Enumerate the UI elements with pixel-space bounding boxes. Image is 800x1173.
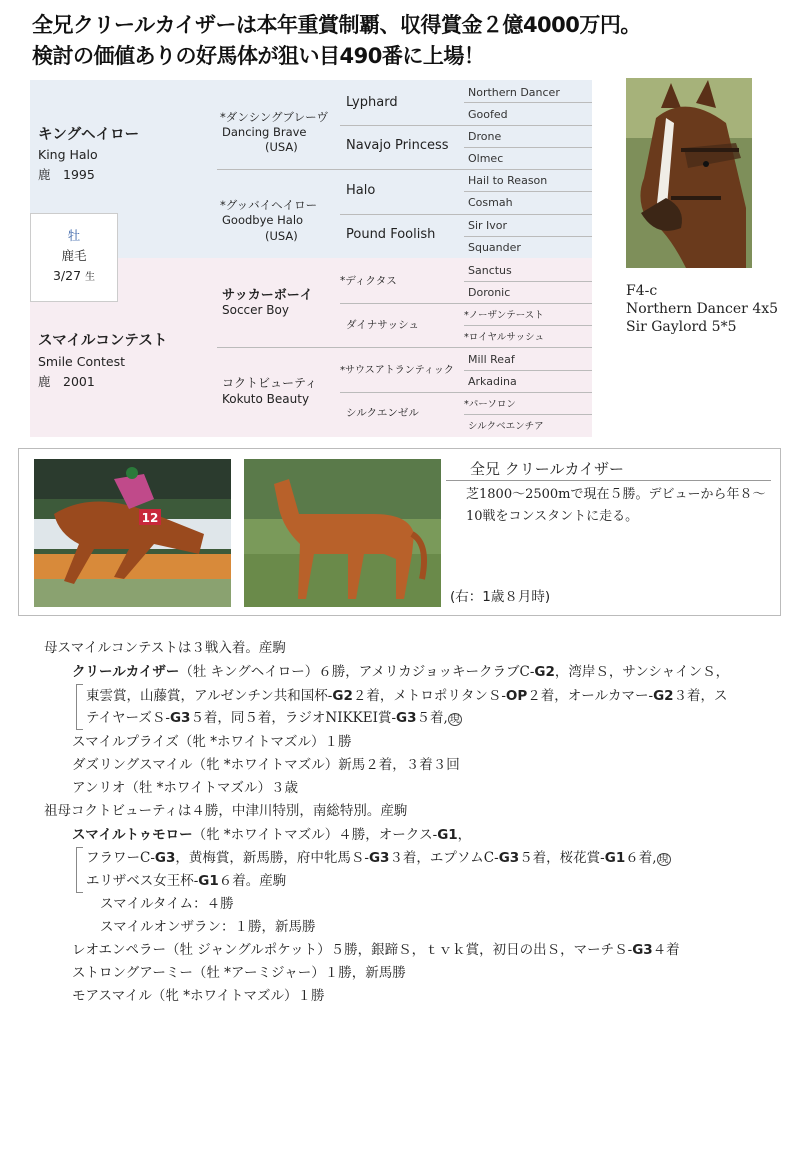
sibling-photo-note: (右：1歳８月時) bbox=[450, 589, 551, 605]
record-line-1: 母スマイルコンテストは３戦入着。産駒 bbox=[44, 640, 286, 656]
record-line-2: クリールカイザー（牡 キングヘイロー）６勝，アメリカジョッキークラブC-G2，湾岸Ｓ，サンシャインＳ， bbox=[72, 664, 730, 680]
sire-name-jp: キングヘイロー bbox=[38, 127, 140, 143]
sd-name-jp: *グッバイヘイロー bbox=[220, 198, 318, 212]
record-bracket-2 bbox=[76, 847, 83, 893]
g4-9: Sanctus bbox=[468, 264, 512, 277]
g4-8: Squander bbox=[468, 241, 521, 254]
record-line-14: レオエンペラー（牡 ジャングルポケット）５勝，銀蹄Ｓ，ｔｖｋ賞，初日の出Ｓ，マーチＳ-G3４着 bbox=[72, 942, 680, 958]
record-line-9: スマイルトゥモロー（牝 *ホワイトマズル）４勝，オークス-G1， bbox=[72, 827, 472, 843]
foal-cap-line-2: Northern Dancer 4x5 bbox=[626, 301, 779, 317]
g4-10: Doronic bbox=[468, 286, 511, 299]
dam-name-jp: スマイルコンテスト bbox=[38, 333, 168, 349]
foal-cap-line-1: F4-c bbox=[626, 283, 658, 299]
g4-3: Drone bbox=[468, 130, 502, 143]
foal-photo-caption bbox=[626, 282, 778, 336]
g3-5: *ディクタス bbox=[340, 275, 397, 287]
g4-2: Goofed bbox=[468, 108, 508, 121]
record-line-8: 祖母コクトビューティは４勝，中津川特別，南総特別。産駒 bbox=[44, 803, 408, 819]
sire-name-en: King Halo bbox=[38, 147, 98, 162]
g3-1: Lyphard bbox=[346, 95, 398, 110]
sibling-title-rule bbox=[446, 480, 771, 481]
g4-12: *ロイヤルサッシュ bbox=[464, 332, 544, 343]
g4-7: Sir Ivor bbox=[468, 219, 508, 232]
race-bib-number: 12 bbox=[141, 511, 159, 525]
g3-2: Navajo Princess bbox=[346, 138, 449, 153]
foal-head-photo bbox=[626, 78, 752, 268]
conformation-photo bbox=[244, 459, 441, 607]
record-line-11: エリザベス女王杯-G1６着。産駒 bbox=[86, 873, 287, 889]
record-line-7: アンリオ（牡 *ホワイトマズル）３歳 bbox=[72, 780, 298, 796]
g3-8: シルクエンゼル bbox=[346, 407, 419, 419]
record-line-5: スマイルプライズ（牝 *ホワイトマズル）１勝 bbox=[72, 734, 352, 750]
record-line-15: ストロングアーミー（牡 *アーミジャー）１勝，新馬勝 bbox=[72, 965, 406, 981]
sibling-description: 芝1800〜2500mで現在５勝。デビューから年８〜10戦をコンスタントに走る。 bbox=[466, 487, 766, 524]
ss-country: (USA) bbox=[265, 140, 298, 154]
record-line-12: スマイルタイム：４勝 bbox=[100, 896, 234, 912]
foal-birth: 3/27 生 bbox=[52, 268, 96, 283]
ss-name-jp: *ダンシングブレーヴ bbox=[220, 110, 329, 124]
ds-name-en: Soccer Boy bbox=[222, 303, 289, 317]
g4-1: Northern Dancer bbox=[468, 86, 560, 99]
g4-16: シルクベエンチア bbox=[468, 421, 544, 432]
record-line-13: スマイルオンザラン：１勝，新馬勝 bbox=[100, 919, 316, 935]
foal-color: 鹿毛 bbox=[61, 248, 87, 263]
foal-cap-line-3: Sir Gaylord 5*5 bbox=[626, 319, 737, 335]
ds-name-jp: サッカーボーイ bbox=[222, 288, 313, 303]
g4-13: Mill Reaf bbox=[468, 353, 515, 366]
race-photo bbox=[34, 459, 231, 607]
sd-country: (USA) bbox=[265, 229, 298, 243]
headline-line-2: 検討の価値ありの好馬体が狙い目490番に上場！ bbox=[32, 44, 485, 68]
g4-14: Arkadina bbox=[468, 375, 517, 388]
record-line-6: ダズリングスマイル（牝 *ホワイトマズル）新馬２着，３着３回 bbox=[72, 757, 460, 773]
ss-name-en: Dancing Brave bbox=[222, 125, 307, 139]
headline-line-1: 全兄クリールカイザーは本年重賞制覇、収得賞金２億4000万円。 bbox=[32, 13, 641, 37]
sd-name-en: Goodbye Halo bbox=[222, 213, 304, 227]
g3-6: ダイナサッシュ bbox=[346, 319, 419, 331]
record-line-16: モアスマイル（牝 *ホワイトマズル）１勝 bbox=[72, 988, 325, 1004]
g3-4: Pound Foolish bbox=[346, 227, 436, 242]
record-line-10: フラワーC-G3，黄梅賞，新馬勝，府中牝馬Ｓ-G3３着，エプソムC-G3５着，桜花賞-G1６着, 現 bbox=[86, 850, 669, 866]
sibling-title: 全兄 クリールカイザー bbox=[470, 460, 625, 478]
dam-name-en: Smile Contest bbox=[38, 354, 126, 369]
dd-name-en: Kokuto Beauty bbox=[222, 392, 310, 406]
g4-5: Hail to Reason bbox=[468, 174, 548, 187]
g3-7: *サウスアトランティック bbox=[340, 365, 454, 376]
g4-11: *ノーザンテースト bbox=[464, 310, 544, 321]
g4-6: Cosmah bbox=[468, 196, 513, 209]
foal-sex: 牡 bbox=[67, 228, 81, 243]
g3-3: Halo bbox=[346, 183, 376, 198]
g4-4: Olmec bbox=[468, 152, 504, 165]
dam-info: 鹿 2001 bbox=[38, 374, 95, 389]
record-line-4: テイヤーズＳ-G3５着，同５着，ラジオNIKKEI賞-G3５着, 現 bbox=[86, 710, 460, 726]
dd-name-jp: コクトビューティ bbox=[222, 376, 318, 390]
sire-info: 鹿 1995 bbox=[38, 167, 95, 182]
record-line-3: 東雲賞，山藤賞，アルゼンチン共和国杯-G2２着，メトロポリタンＳ-OP２着，オールカマー-G2３着，ス bbox=[86, 688, 728, 704]
g4-15: *パーソロン bbox=[464, 399, 516, 410]
headline bbox=[32, 10, 792, 72]
foal-info-box bbox=[30, 213, 118, 302]
record-bracket-1 bbox=[76, 684, 83, 730]
